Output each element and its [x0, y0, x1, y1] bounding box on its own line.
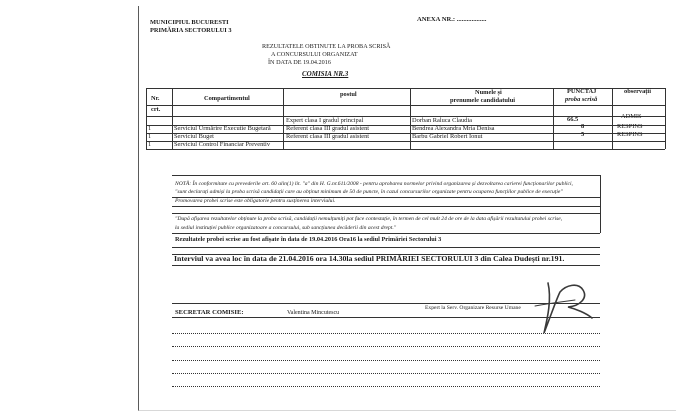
institution-line2: PRIMĂRIA SECTORULUI 3: [150, 27, 232, 34]
row3-score: 5: [581, 131, 585, 138]
title-line1: REZULTATELE OBTINUTE LA PROBA SCRISĂ: [262, 43, 391, 50]
row2-nr: 1: [148, 133, 152, 140]
interview-note: Interviul va avea loc în data de 21.04.2016 ora 14.30la sediul PRIMĂRIEI SECTORULUI 3 din Calea Dudești nr.191.: [174, 254, 565, 263]
row3-name: Barbu Gabriel Robert Ionut: [412, 133, 483, 140]
commission-title: COMISIA NR.3: [302, 70, 349, 78]
header-name-line1: Numele și: [475, 89, 502, 96]
annex-label: ANEXA NR.: ..................: [417, 16, 487, 23]
note-line1: NOTĂ: În conformitate cu prevederile art. 60 alin(1) lit. "a" din H. G.nr.611/2008 - pentru aprobarea normelor privind organizarea și dezvoltarea carierei funcționarilor publici,: [175, 181, 573, 187]
header-nr: Nr.: [151, 95, 160, 102]
row1-result: ADMIS: [621, 113, 642, 120]
row3-result: RESPINS: [617, 131, 643, 138]
row3-position: Referent clasa III gradul asistent: [286, 133, 370, 140]
header-name-line2: prenumele candidatului: [450, 97, 516, 104]
row2-name: Bendrea Alexandra Mria Denisa: [412, 125, 495, 132]
expert-text: Expert la Serv. Organizare Resurse Umane: [425, 305, 521, 311]
row2-department: Serviciul Buget: [174, 133, 214, 140]
row2-position: Referent clasa III gradul asistent: [286, 125, 370, 132]
row2-score: 8: [581, 123, 585, 130]
institution-line1: MUNICIPIUL BUCURESTI: [150, 19, 229, 26]
secretary-name: Valentina Mincutescu: [287, 310, 340, 316]
row1-nr: 1: [148, 125, 152, 132]
header-department: Compartimentul: [204, 95, 250, 102]
row3-department: Serviciul Control Financiar Preventiv: [174, 141, 271, 148]
secretary-label: SECRETAR COMISIE:: [175, 309, 244, 316]
posted-note: Rezultatele probei scrise au fost afișate în data de 19.04.2016 Ora16 la sediul Primăriei Sectorului 3: [175, 236, 442, 243]
header-score-line1: PUNCTAJ: [567, 88, 597, 95]
note-line5: la sediul instituției publice organizatoare a concursului, sub sancțiunea decăderii din acest drept.": [175, 225, 397, 231]
row1-score: 66.5: [567, 116, 579, 123]
note-line4: "După afișarea rezultatelor obținute la proba scrisă, candidații nemulțumiți pot face contestație, în termen de cel mult 24 de ore de la data afișării rezultatului probei scrise,: [175, 216, 563, 222]
header-score-line2: proba scrisă: [565, 96, 598, 103]
row2-result: RESPINS: [617, 123, 643, 130]
row3-nr: 1: [148, 141, 152, 148]
row1-department: Serviciul Urmărire Executie Bugetară: [174, 125, 271, 132]
title-line3: ÎN DATA DE 19.04.2016: [268, 59, 331, 66]
note-line3: Promovarea probei scrise este obligatorie pentru susținerea interviului.: [175, 198, 336, 204]
row1-name: Dorban Raluca Claudia: [412, 117, 472, 124]
header-position: postul: [340, 91, 357, 98]
title-line2: A CONCURSULUI ORGANIZAT: [271, 51, 358, 58]
header-crt: crt.: [151, 106, 161, 113]
note-line2: "sunt declarați admiși la proba scrisă candidații care au obținut minimum de 50 de puncte, în cazul concursurilor organizate pentru ocuparea funcțiilor publice de execuție": [175, 189, 563, 195]
header-remarks: observații: [624, 88, 651, 95]
row1-position: Expert clasa I gradul principal: [286, 117, 364, 124]
